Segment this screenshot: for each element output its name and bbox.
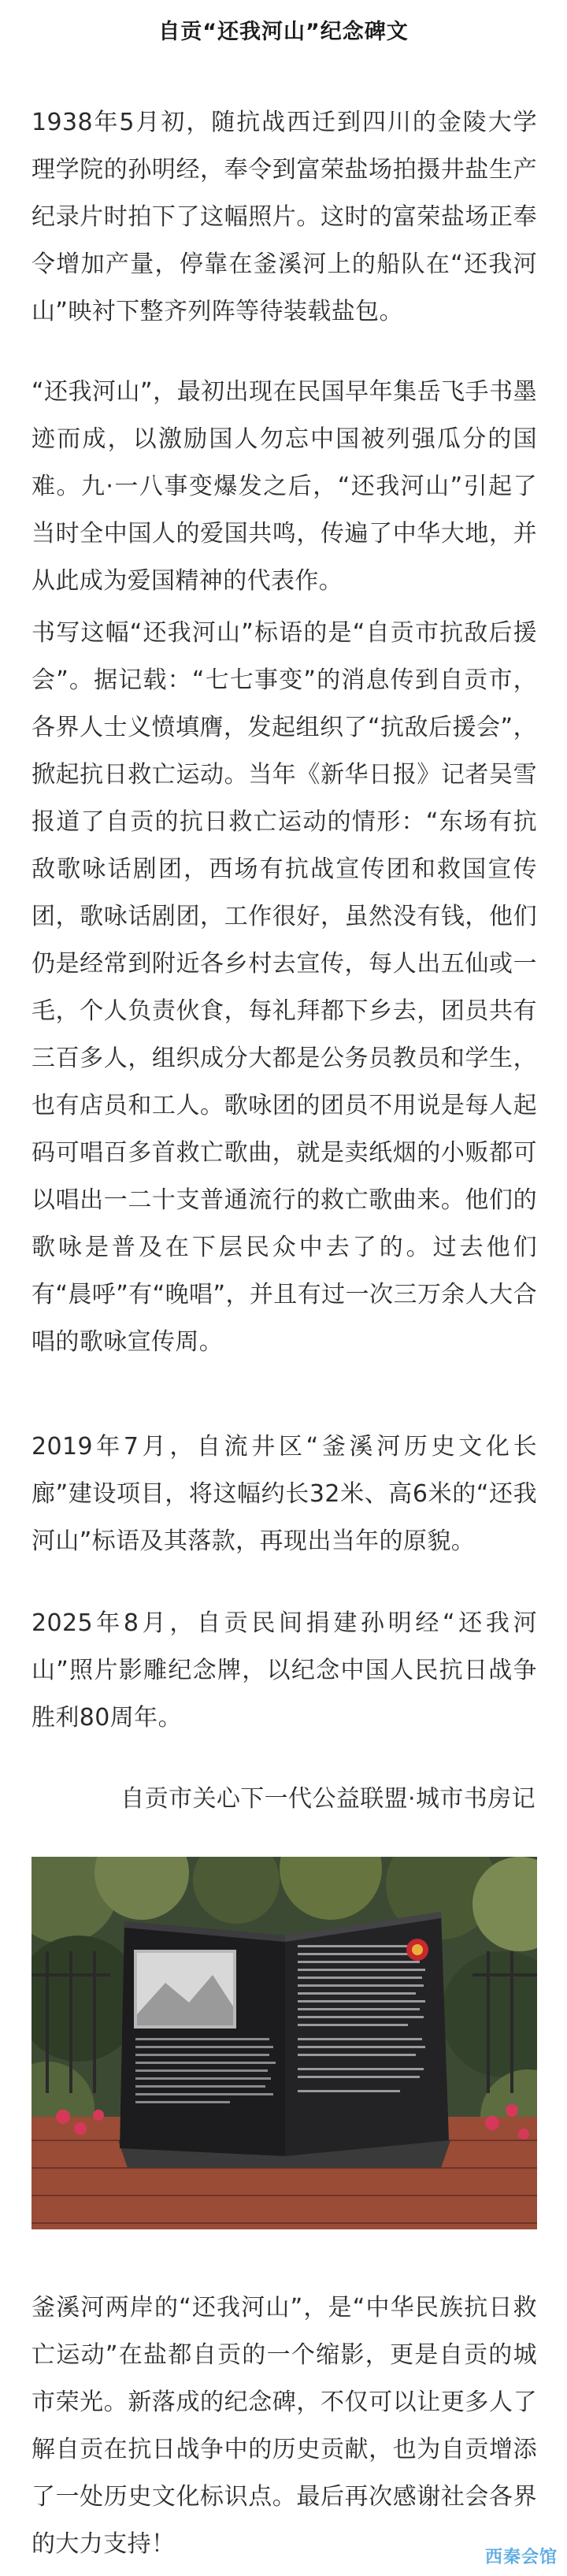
article-title: 自贡“还我河山”纪念碑文 [158, 20, 409, 44]
article-paragraph-5: 2025年8月，自贡民间捐建孙明经“还我河山”照片影雕纪念牌，以纪念中国人民抗日战争胜利80周年。 [32, 1609, 537, 1732]
memorial-plaque-photo [32, 1857, 537, 2229]
article-paragraph-4: 2019年7月，自流井区“釜溪河历史文化长廊”建设项目，将这幅约长32米、高6米的“还我河山”标语及其落款，再现出当年的原貌。 [32, 1433, 537, 1555]
article-closing-paragraph: 釜溪河两岸的“还我河山”，是“中华民族抗日救亡运动”在盐都自贡的一个缩影，更是自贡的城市荣光。新落成的纪念碑，不仅可以让更多人了解自贡在抗日战争中的历史贡献，也为自贡增添了一处历史文化标识点。最后再次感谢社会各界的大力支持！ [32, 2294, 537, 2558]
article-paragraph-2: “还我河山”，最初出现在民国早年集岳飞手书墨迹而成，以激励国人勿忘中国被列强瓜分的国难。九·一八事变爆发之后，“还我河山”引起了当时全中国人的爱国共鸣，传遍了中华大地，并从此成为爱国精神的代表作。 [32, 378, 537, 595]
article-paragraph-3: 书写这幅“还我河山”标语的是“自贡市抗敌后援会”。据记载：“七七事变”的消息传到自贡市，各界人士义愤填膺，发起组织了“抗敌后援会”，掀起抗日救亡运动。当年《新华日报》记者吴雪报道了自贡的抗日救亡运动的情形：“东场有抗敌歌咏话剧团，西场有抗战宣传团和救国宣传团，歌咏话剧团，工作很好，虽然没有钱，他们仍是经常到附近各乡村去宣传，每人出五仙或一毛，个人负责伙食，每礼拜都下乡去，团员共有三百多人，组织成分大都是公务员教员和学生，也有店员和工人。歌咏团的团员不用说是每人起码可唱百多首救亡歌曲，就是卖纸烟的小贩都可以唱出一二十支普通流行的救亡歌曲来。他们的歌咏是普及在下层民众中去了的。过去他们有“晨呼”有“晚唱”，并且有过一次三万余人大合唱的歌咏宣传周。 [32, 619, 537, 1356]
watermark-logo: 西秦会馆 [484, 2548, 558, 2567]
article-signature: 自贡市关心下一代公益联盟·城市书房记 [120, 1785, 536, 1813]
article-paragraph-1: 1938年5月初，随抗战西迁到四川的金陵大学理学院的孙明经，奉令到富荣盐场拍摄井盐生产纪录片时拍下了这幅照片。这时的富荣盐场正奉令增加产量，停靠在釜溪河上的船队在“还我河山”映衬下整齐列阵等待装载盐包。 [32, 109, 537, 325]
